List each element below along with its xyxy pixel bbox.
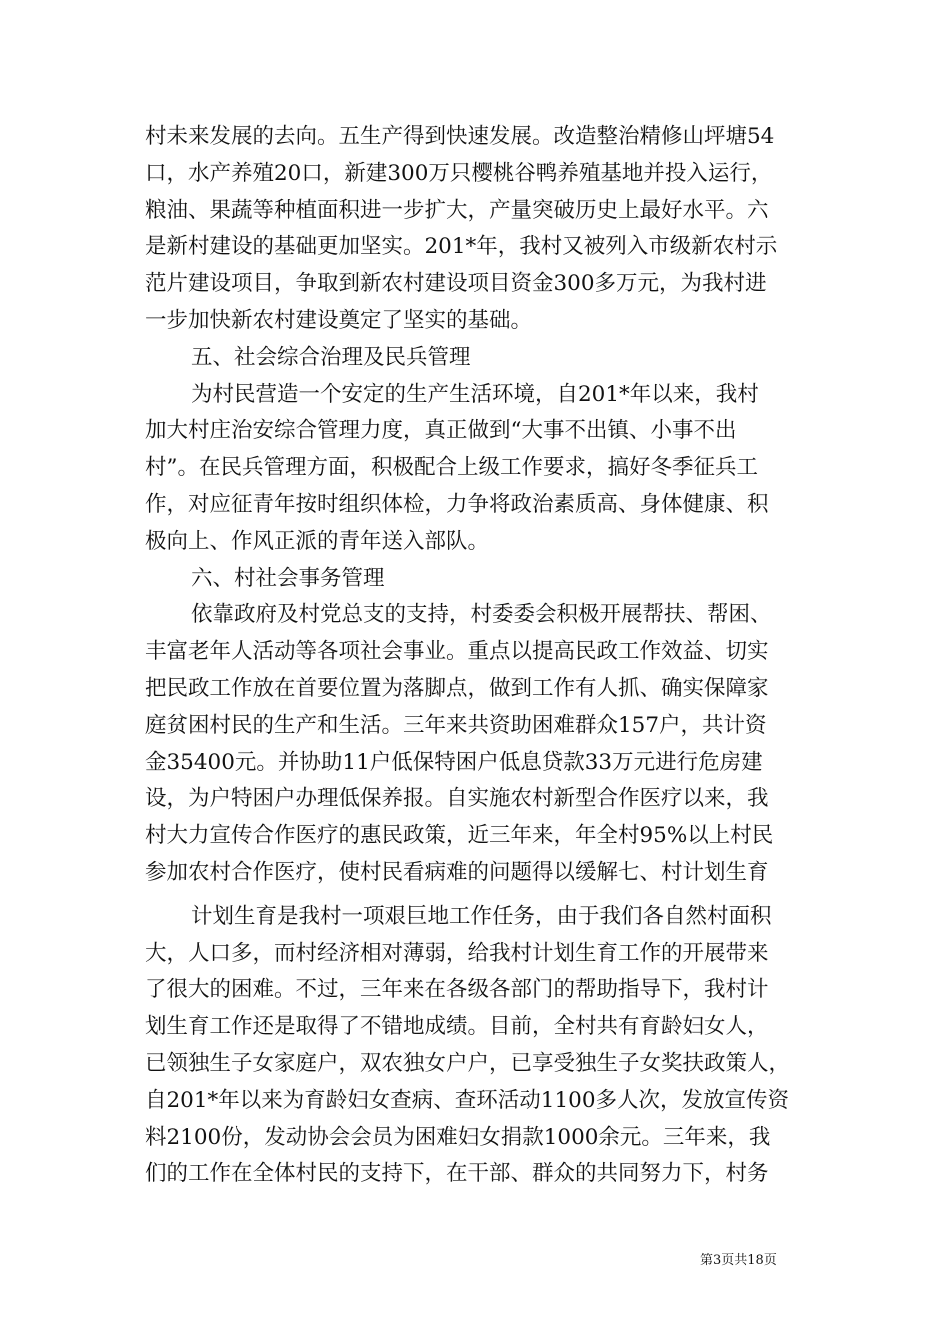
body-line: 大，人口多，而村经济相对薄弱，给我村计划生育工作的开展带来 bbox=[145, 940, 769, 966]
body-line: 划生育工作还是取得了不错地成绩。目前，全村共有育龄妇女人， bbox=[145, 1014, 769, 1040]
body-line: 是新村建设的基础更加坚实。201*年，我村又被列入市级新农村示 bbox=[145, 234, 778, 260]
page-number: 第3页共18页 bbox=[700, 1253, 777, 1268]
body-line: 设，为户特困户办理低保养报。自实施农村新型合作医疗以来，我 bbox=[145, 786, 769, 812]
body-line: 了很大的困难。不过，三年来在各级各部门的帮助指导下，我村计 bbox=[145, 977, 769, 1003]
body-line: 极向上、作风正派的青年送入部队。 bbox=[145, 528, 490, 554]
body-line: 参加农村合作医疗，使村民看病难的问题得以缓解七、村计划生育 bbox=[145, 859, 769, 885]
body-line: 丰富老年人活动等各项社会事业。重点以提高民政工作效益、切实 bbox=[145, 639, 769, 665]
body-line: 作，对应征青年按时组织体检，力争将政治素质高、身体健康、积 bbox=[145, 491, 769, 517]
body-line: 已领独生子女家庭户，双农独女户户，已享受独生子女奖扶政策人， bbox=[145, 1050, 791, 1076]
section-heading-6: 六、村社会事务管理 bbox=[191, 565, 385, 591]
body-line: 们的工作在全体村民的支持下，在干部、群众的共同努力下，村务 bbox=[145, 1161, 769, 1187]
body-line: 金35400元。并协助11户低保特困户低息贷款33万元进行危房建 bbox=[145, 749, 763, 775]
body-line: 计划生育是我村一项艰巨地工作任务，由于我们各自然村面积 bbox=[191, 903, 772, 929]
body-line: 村未来发展的去向。五生产得到快速发展。改造整治精修山坪塘54 bbox=[145, 124, 775, 149]
body-line: 范片建设项目，争取到新农村建设项目资金300多万元，为我村进 bbox=[145, 271, 767, 297]
body-line: 自201*年以来为育龄妇女查病、查环活动1100多人次，发放宣传资 bbox=[145, 1087, 790, 1113]
body-line: 加大村庄治安综合管理力度，真正做到“大事不出镇、小事不出 bbox=[145, 418, 737, 444]
body-line: 为村民营造一个安定的生产生活环境，自201*年以来，我村 bbox=[191, 381, 759, 407]
body-line: 依靠政府及村党总支的支持，村委委会积极开展帮扶、帮困、 bbox=[191, 602, 772, 628]
body-line: 村”。在民兵管理方面，积极配合上级工作要求，搞好冬季征兵工 bbox=[145, 455, 758, 481]
body-line: 庭贫困村民的生产和生活。三年来共资助困难群众157户，共计资 bbox=[145, 712, 767, 738]
body-line: 一步加快新农村建设奠定了坚实的基础。 bbox=[145, 307, 533, 333]
body-line: 粮油、果蔬等种植面积进一步扩大，产量突破历史上最好水平。六 bbox=[145, 197, 769, 223]
body-line: 把民政工作放在首要位置为落脚点，做到工作有人抓、确实保障家 bbox=[145, 675, 769, 701]
body-line: 料2100份，发动协会会员为困难妇女捐款1000余元。三年来，我 bbox=[145, 1124, 771, 1150]
section-heading-5: 五、社会综合治理及民兵管理 bbox=[191, 344, 471, 370]
body-line: 村大力宣传合作医疗的惠民政策，近三年来，年全村95%以上村民 bbox=[145, 823, 774, 849]
body-line: 口，水产养殖20口，新建300万只樱桃谷鸭养殖基地并投入运行， bbox=[145, 160, 773, 186]
document-body bbox=[145, 119, 815, 1193]
